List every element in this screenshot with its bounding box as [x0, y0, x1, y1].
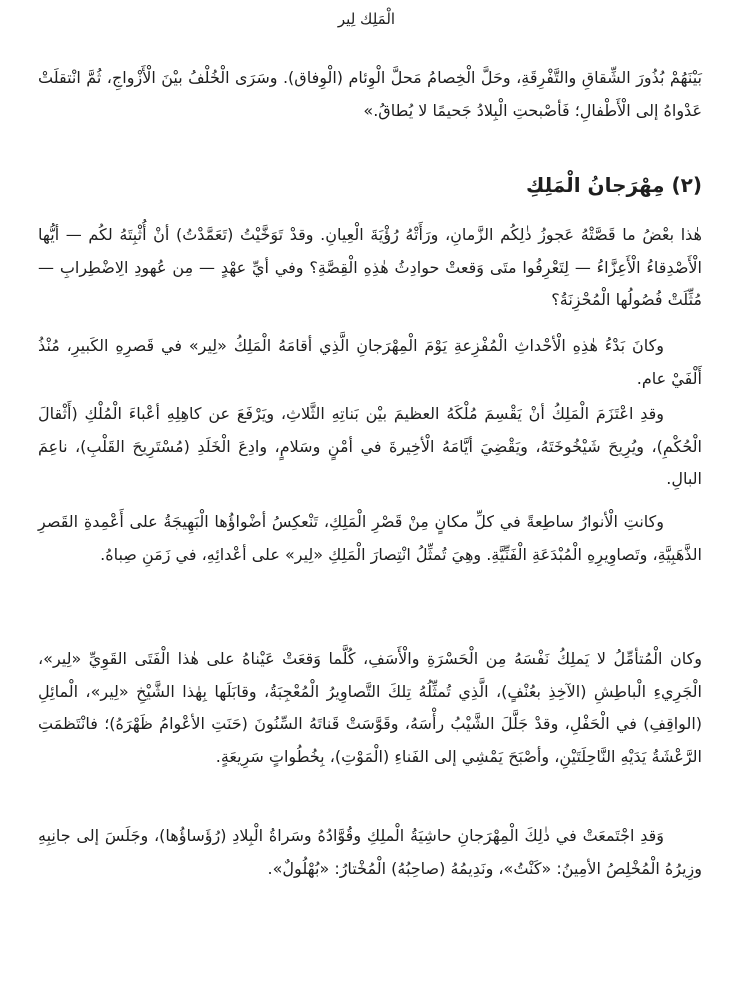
- paragraph-text: وَقدِ اجْتَمعَتْ في ذٰلِكَ الْمِهْرَجانِ حاشِيَةُ الْملِكِ وقُوَّادُهُ وسَراةُ الْبِلادِ (رُؤَساؤُها)، وجَلَسَ إلى جانِبِهِ وزِيرُهُ الْمُخْلِصُ الأمِينُ: «كَنْتُ»، ونَدِيمُهُ (صاحِبُهُ) الْمُخْتارُ: «بُهْلُولٌ».: [38, 826, 702, 878]
- paragraph-text: وقدِ اعْتَزَمَ الْمَلِكُ أنْ يَقْسِمَ مُلْكَهُ العظيمَ بيْن بَناتِهِ الثَّلاثِ، ويَرْفَعَ عن كاهِلِهِ أعْباءَ الْمُلْكِ (أَثْقالَ الْحُكْمِ)، ويُرِيحَ شَيْخُوخَتَهُ، ويَقْضِيَ أيَّامَهُ الْأخِيرةَ في أمْنٍ وسَلامٍ، وادِعَ الْخَلَدِ (مُسْتَرِيحَ القَلْبِ)، ناعِمَ البالِ.: [38, 404, 702, 488]
- paragraph: [38, 330, 702, 395]
- paragraph: [38, 643, 702, 773]
- paragraph-text: بَيْنَهُمْ بُذُورَ الشِّقاقِ والتَّفْرِقَةِ، وحَلَّ الْخِصامُ مَحلَّ الْوِئام (الْوِفاق). وسَرَى الْخُلْفُ بيْنَ الْأَزْواجِ، ثُمَّ انْتقلَتْ عَدْواهُ إلى الْأَطْفالِ؛ فَأصْبحتِ الْبِلادُ جَحيمًا لا يُطاقُ.»: [38, 68, 702, 120]
- paragraph-text: وكانتِ الْأنوارُ ساطِعةً في كلِّ مكانٍ مِنْ قَصْرِ الْمَلِكِ، تَنْعكِسُ أضْواؤُها الْبَهِيجَةُ على أَعْمِدةِ القَصرِ الذَّهَبِيَّةِ، وتَصاوِيرِهِ الْمُبْدَعَةِ الْفَنِّيَّةِ. وهِيَ تُمثِّلُ انْتِصارَ الْمَلِكِ «لِير» على أعْدائِهِ، في زَمَنِ صِباهُ.: [38, 512, 702, 564]
- paragraph: [38, 219, 702, 317]
- paragraph-text: وكانَ بَدْءُ هٰذِهِ الْأحْداثِ الْمُفْزِعةِ يَوْمَ الْمِهْرَجانِ الَّذِي أقامَهُ الْمَلِكُ «لِير» في قَصرِهِ الكَبيرِ، مُنْذُ أَلْفَيْ عام.: [38, 336, 702, 388]
- section-heading: (٢) مِهْرَجانُ الْمَلِكِ: [525, 173, 702, 197]
- running-header-title: الْمَلِك لِير: [337, 10, 396, 28]
- paragraph: [38, 820, 702, 885]
- paragraph-text: وكان الْمُتأمِّلُ لا يَملِكُ نَفْسَهُ مِن الْحَسْرَةِ والْأَسَفِ، كُلَّما وَقعَتْ عَيْناهُ على هٰذا الْفَتَى القَوِيِّ «لِير»، الْجَرِيءِ الْباطِشِ (الآخِذِ بعُنْفٍ)، الَّذِي تُمثِّلُهُ تِلكَ التَّصاوِيرُ الْمُعْجِبَةُ، وقابَلَها بِهٰذا الشَّيْخِ «لِير»، الْمائِلِ (الواقِفِ) في الْحَفْلِ، وقدْ جَلَّلَ الشَّيْبُ رأْسَهُ، وقَوَّسَتْ قَناتَهُ السِّنُونَ (حَنَتِ الأعْوامُ ظَهْرَهُ)؛ فانْتَظمَتِ الرَّعْشَةُ يَدَيْهِ النَّاحِلَتَيْنِ، وأصْبَحَ يَمْشِي إلى الفَناءِ (الْمَوْتِ)، بِخُطُواتٍ سَرِيعَةٍ.: [38, 649, 702, 766]
- paragraph-text: هٰذا بعْضُ ما قَصَّتْهُ عَجوزُ ذٰلِكُم الزَّمانِ، ورَأَتْهُ رُؤْيَةَ الْعِيانِ. وقدْ تَوَخَّيْتُ (تَعَمَّدْتُ) أنْ أُثْبِتَهُ لكُم — أيُّها الْأَصْدِقاءُ الْأَعِزَّاءُ — لِتَعْرِفُوا متَى وَقعتْ حوادِثُ هٰذِهِ الْقِصَّةِ؟ وفي أيِّ عهْدٍ — مِن عُهودِ الِاضْطِرابِ — مُثِّلَتْ فُصُولُها الْمُحْزِنَةُ؟: [38, 225, 702, 309]
- section-heading-block: [38, 165, 702, 205]
- paragraph: [38, 398, 702, 496]
- paragraph-continuation: [38, 62, 702, 127]
- paragraph: [38, 506, 702, 571]
